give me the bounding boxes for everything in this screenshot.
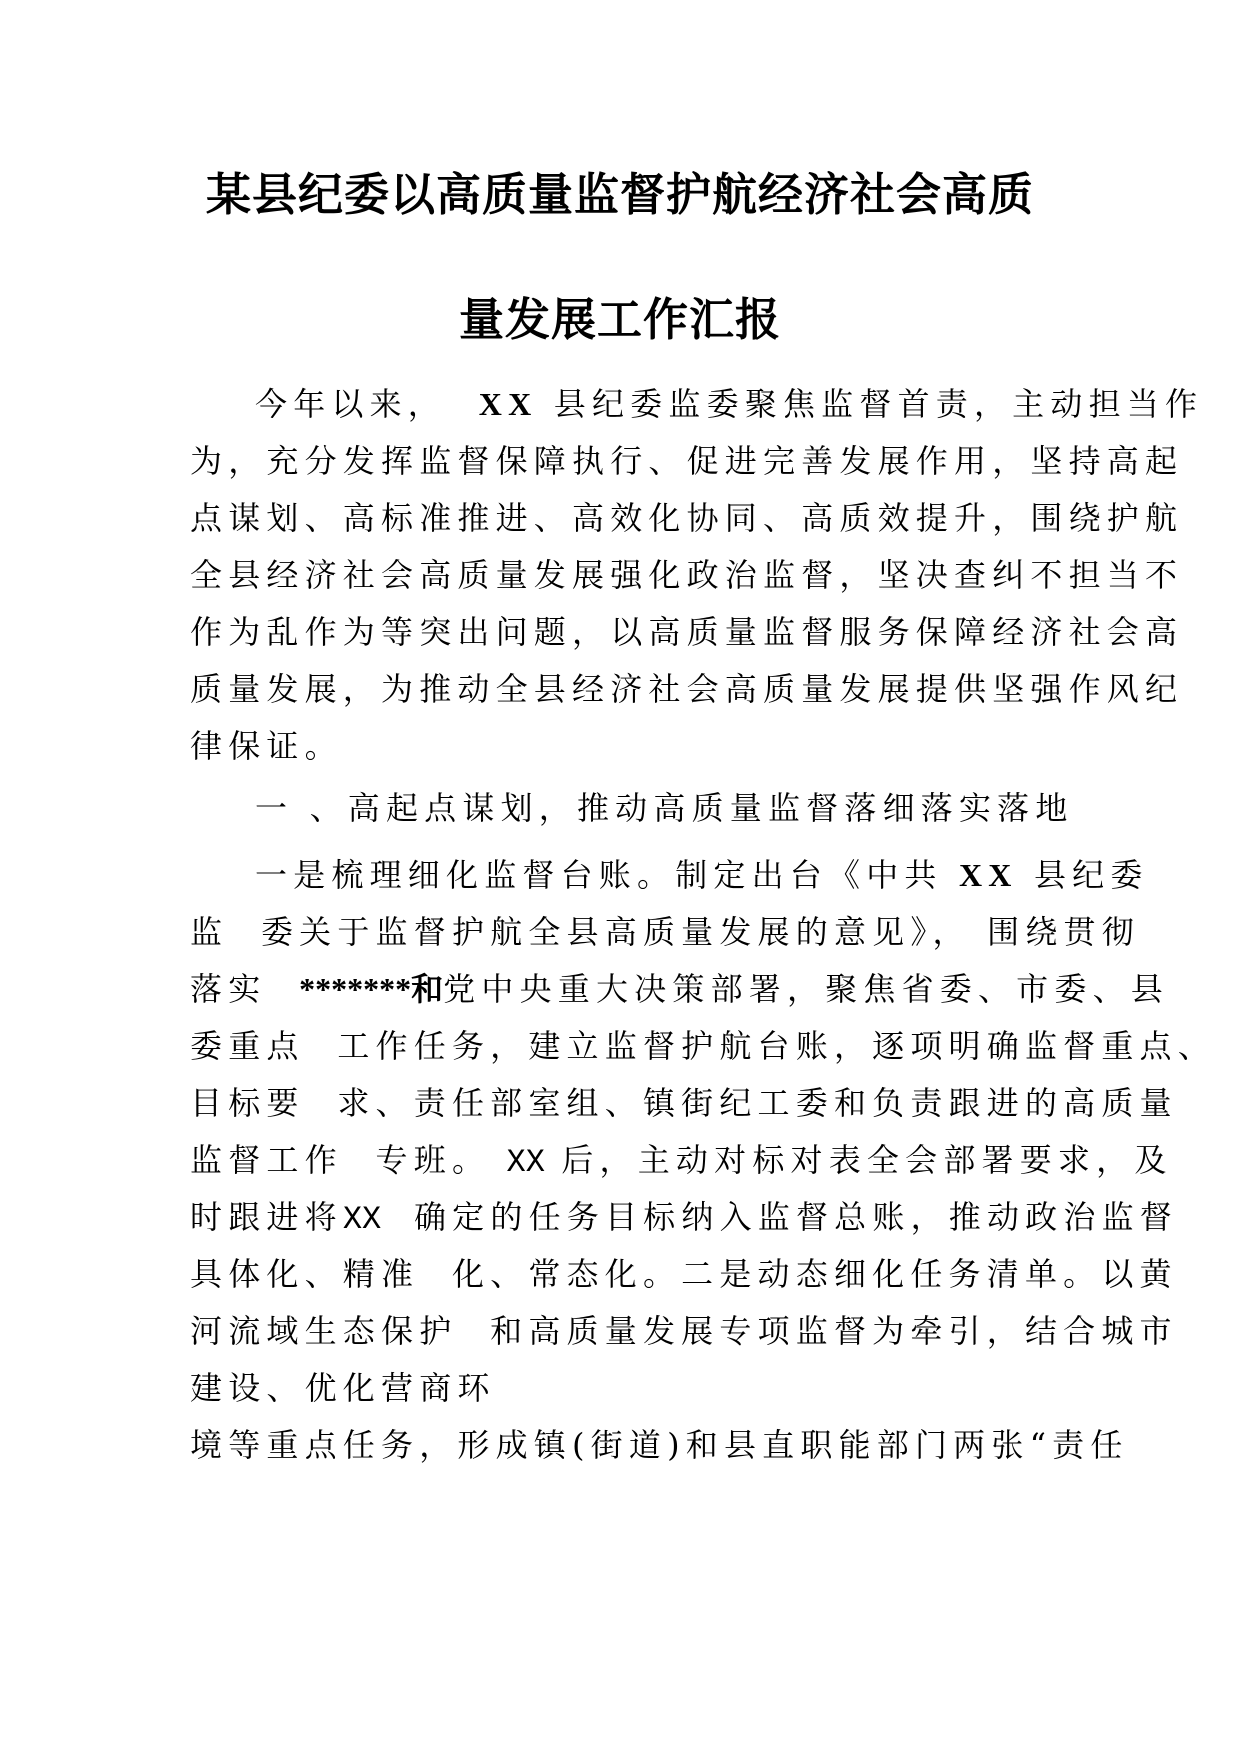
para1-line-4: 委重点 工作任务，建立监督护航台账，逐项明确监督重点、 — [190, 1027, 1216, 1065]
document-title-line-2: 量发展工作汇报 — [458, 293, 781, 346]
intro-line-3: 点谋划、高标准推进、高效化协同、高质效提升，围绕护航 — [190, 499, 1184, 537]
county-placeholder: XX — [958, 857, 1018, 893]
para1-line-3 — [190, 968, 1169, 1010]
intro-line-5: 作为乱作为等突出问题，以高质量监督服务保障经济社会高 — [190, 613, 1184, 651]
intro-line-1 — [255, 383, 1203, 425]
para1-line-7 — [190, 1196, 1178, 1241]
para1-line-8: 具体化、精准 化、常态化。二是动态细化任务清单。以黄 — [190, 1255, 1178, 1293]
para-text: 后，主动对标对表全会部署要求，及 — [561, 1141, 1173, 1179]
para1-line-9: 河流域生态保护 和高质量发展专项监督为牵引，结合城市 — [190, 1312, 1178, 1350]
para1-line-1 — [255, 854, 1149, 896]
intro-line-7: 律保证。 — [190, 727, 343, 765]
para-text: 党中央重大决策部署，聚焦省委、市委、县 — [443, 970, 1169, 1008]
para-text: 县纪委 — [1033, 856, 1149, 894]
county-placeholder: XX — [342, 1201, 382, 1238]
intro-line-6: 质量发展，为推动全县经济社会高质量发展提供坚强作风纪 — [190, 670, 1184, 708]
para1-line-2: 监 委关于监督护航全县高质量发展的意见》， 围绕贯彻 — [190, 913, 1140, 951]
para1-line-5: 目标要 求、责任部室组、镇街纪工委和负责跟进的高质量 — [190, 1084, 1178, 1122]
document-title-line-1: 某县纪委以高质量监督护航经济社会高质 — [205, 168, 1034, 221]
para-text: 时跟进将 — [190, 1198, 343, 1236]
para1-line-6 — [190, 1139, 1173, 1184]
county-placeholder: XX — [478, 386, 538, 422]
para-text: 落实 — [190, 970, 267, 1008]
intro-text: 今年以来， — [255, 385, 447, 423]
para1-line-11: 境等重点任务，形成镇(街道)和县直职能部门两张“责任 — [190, 1426, 1129, 1464]
para-text: 一是梳理细化监督台账。制定出台《中共 — [255, 856, 943, 894]
para-text: 监督工作 专班。 — [190, 1141, 491, 1179]
para-text: 确定的任务目标纳入监督总账，推动政治监督 — [413, 1198, 1178, 1236]
redacted-text: *******和 — [299, 971, 444, 1007]
intro-line-2: 为，充分发挥监督保障执行、促进完善发展作用，坚持高起 — [190, 442, 1184, 480]
para1-line-10: 建设、优化营商环 — [190, 1369, 496, 1407]
intro-text: 县纪委监委聚焦监督首责，主动担当作 — [553, 385, 1204, 423]
section-heading-1: 一 、高起点谋划，推动高质量监督落细落实落地 — [255, 789, 1074, 827]
county-placeholder: XX — [506, 1144, 545, 1181]
intro-line-4: 全县经济社会高质量发展强化政治监督，坚决查纠不担当不 — [190, 556, 1184, 594]
